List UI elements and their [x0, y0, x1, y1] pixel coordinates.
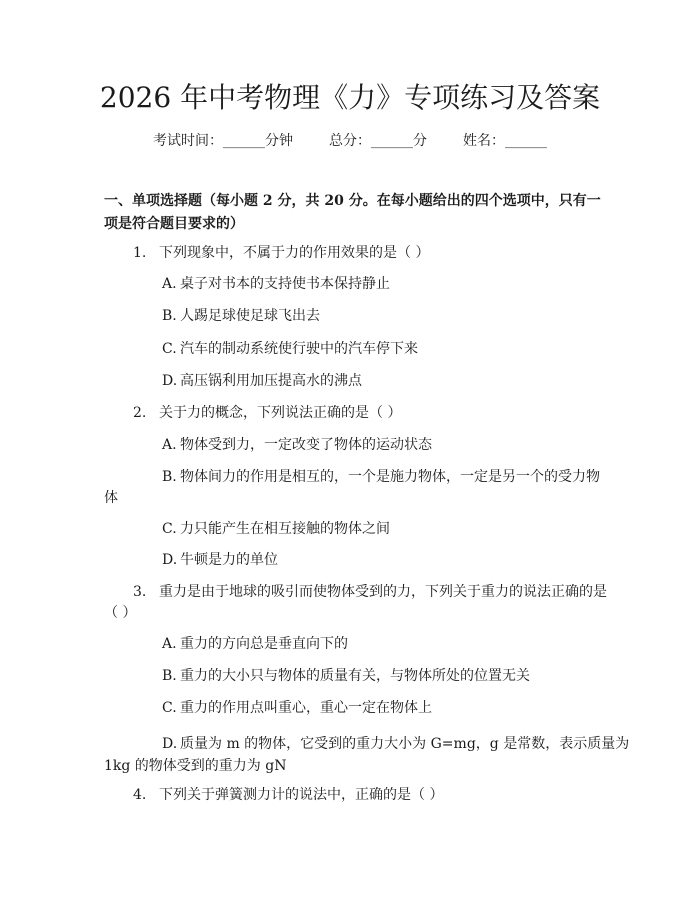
- question-stem: 重力是由于地球的吸引而使物体受到的力，下列关于重力的说法正确的是: [159, 584, 607, 600]
- option-letter: C.: [162, 700, 177, 716]
- q3-option-d: [162, 734, 629, 754]
- q3-option-d-continuation: 1kg 的物体受到的重力为 gN: [104, 758, 287, 774]
- q2-option-b-continuation: 体: [104, 490, 118, 506]
- option-text: 物体间力的作用是相互的，一个是施力物体，一定是另一个的受力物: [180, 469, 600, 485]
- option-text: 高压锅利用加压提高水的沸点: [180, 373, 362, 389]
- option-letter: A.: [162, 636, 177, 652]
- option-text: 重力的作用点叫重心，重心一定在物体上: [180, 700, 432, 716]
- question-3: [133, 582, 607, 602]
- q3-option-a: [162, 634, 348, 654]
- option-text: 桌子对书本的支持使书本保持静止: [180, 276, 390, 292]
- q1-option-b: [162, 306, 320, 326]
- q1-option-a: [162, 274, 390, 294]
- time-unit: 分钟: [265, 133, 293, 149]
- q1-option-d: [162, 371, 362, 391]
- option-letter: A.: [162, 276, 177, 292]
- option-letter: A.: [162, 437, 177, 453]
- q3-option-c: [162, 698, 432, 718]
- option-text: 重力的方向总是垂直向下的: [180, 636, 348, 652]
- question-number: 1.: [133, 245, 147, 261]
- score-unit: 分: [413, 133, 427, 149]
- option-letter: B.: [162, 308, 177, 324]
- time-blank: ______: [223, 133, 265, 149]
- question-number: 4.: [133, 787, 147, 803]
- option-letter: C.: [162, 521, 177, 537]
- q2-option-c: [162, 519, 390, 539]
- score-label: 总分：: [329, 133, 371, 149]
- question-number: 3.: [133, 584, 147, 600]
- option-text: 牛顿是力的单位: [180, 552, 278, 568]
- question-2: [133, 403, 401, 423]
- option-text: 力只能产生在相互接触的物体之间: [180, 521, 390, 537]
- option-text: 人踢足球使足球飞出去: [180, 308, 320, 324]
- question-stem: 关于力的概念，下列说法正确的是（ ）: [159, 405, 402, 421]
- name-label: 姓名：: [463, 133, 505, 149]
- option-letter: D.: [162, 373, 178, 389]
- q2-option-b: [162, 467, 600, 487]
- section-heading: 一、单项选择题（每小题 2 分，共 20 分。在每小题给出的四个选项中，只有一项是符合题目要求的）: [104, 193, 601, 232]
- name-blank: ______: [505, 133, 547, 149]
- question-1: [133, 243, 429, 263]
- option-letter: B.: [162, 668, 177, 684]
- option-text: 物体受到力，一定改变了物体的运动状态: [180, 437, 432, 453]
- q2-option-d: [162, 550, 278, 570]
- option-text: 重力的大小只与物体的质量有关，与物体所处的位置无关: [180, 668, 530, 684]
- option-letter: C.: [162, 341, 177, 357]
- q2-option-a: [162, 435, 432, 455]
- option-text: 汽车的制动系统使行驶中的汽车停下来: [180, 341, 418, 357]
- option-letter: B.: [162, 469, 177, 485]
- exam-info-line: [0, 131, 700, 151]
- option-letter: D.: [162, 736, 178, 752]
- q1-option-c: [162, 339, 418, 359]
- time-label: 考试时间：: [153, 133, 223, 149]
- question-number: 2.: [133, 405, 147, 421]
- option-text: 质量为 m 的物体，它受到的重力大小为 G=mg，g 是常数，表示质量为: [180, 736, 630, 752]
- question-4: [133, 785, 443, 805]
- q3-option-b: [162, 666, 530, 686]
- page-title: 2026 年中考物理《力》专项练习及答案: [99, 81, 601, 114]
- score-blank: ______: [371, 133, 413, 149]
- question-stem: 下列现象中，不属于力的作用效果的是（ ）: [159, 245, 430, 261]
- option-letter: D.: [162, 552, 178, 568]
- question-stem: 下列关于弹簧测力计的说法中，正确的是（ ）: [159, 787, 444, 803]
- question-3-continuation: （ ）: [104, 605, 137, 621]
